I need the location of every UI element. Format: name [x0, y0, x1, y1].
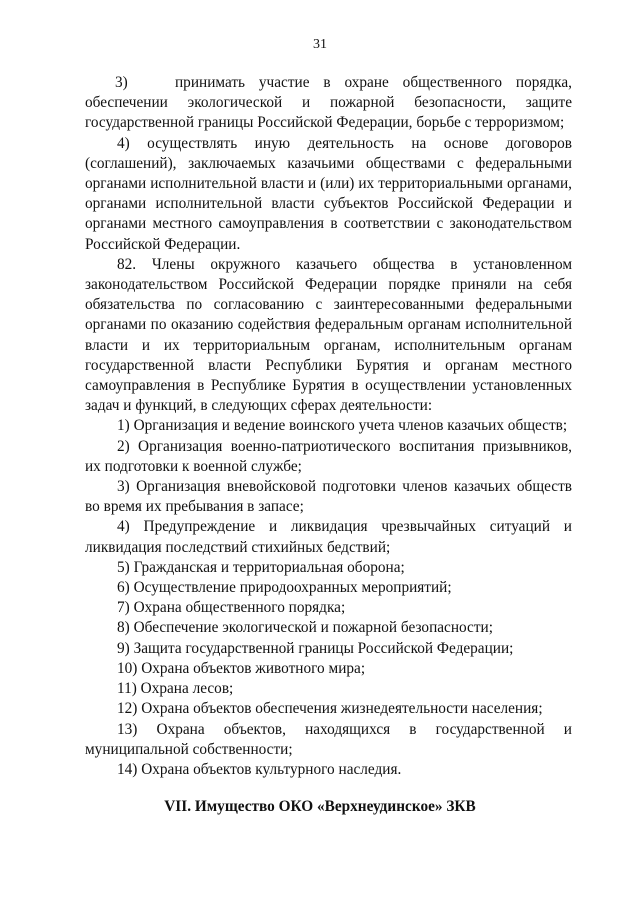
- paragraph: [85, 73, 572, 134]
- paragraph: 82. Члены окружного казачьего общества в установленном законодательством Российской Федерации порядке приняли на себя обязательства по согласованию с заинтересованными федеральными органами по оказанию содействия федеральным органам исполнительной власти и их территориальным органам, исполнительным органам государственной власти Республики Бурятия и органам местного самоуправления в Республике Бурятия в осуществлении установленных задач и функций, в следующих сферах деятельности:: [85, 255, 572, 415]
- list-item: 1) Организация и ведение воинского учета членов казачьих обществ;: [117, 417, 568, 435]
- section-heading: VII. Имущество ОКО «Верхнеудинское» ЗКВ: [164, 798, 476, 815]
- paragraph-number: 3): [115, 74, 128, 91]
- list-item: 7) Охрана общественного порядка;: [117, 599, 346, 617]
- list-item: 14) Охрана объектов культурного наследия.: [117, 760, 402, 778]
- paragraph-text: принимать участие в охране общественного порядка, обеспечении экологической и пожарной безопасности, защите государственной границы Российской Федерации, борьбе с терроризмом;: [85, 74, 572, 132]
- list-item: 2) Организация военно-патриотического воспитания призывников, их подготовки к военной службе;: [85, 437, 572, 475]
- list-item: 11) Охрана лесов;: [117, 680, 234, 698]
- list-item: 8) Обеспечение экологической и пожарной безопасности;: [117, 619, 493, 637]
- paragraph: 4) осуществлять иную деятельность на основе договоров (соглашений), заключаемых казачьими обществами с федеральными органами исполнительной власти и (или) их территориальными органами, органами исполнительной власти субъектов Российской Федерации и органами местного самоуправления в соответствии с законодательством Российской Федерации.: [85, 134, 572, 253]
- list-item: 5) Гражданская и территориальная оборона;: [117, 558, 405, 576]
- list-item: 9) Защита государственной границы Российской Федерации;: [117, 639, 514, 657]
- list-item: 4) Предупреждение и ликвидация чрезвычайных ситуаций и ликвидация последствий стихийных бедствий;: [85, 518, 572, 556]
- list-item: 10) Охрана объектов животного мира;: [117, 659, 366, 677]
- list-item: 13) Охрана объектов, находящихся в государственной и муниципальной собственности;: [85, 720, 572, 758]
- list-item: 12) Охрана объектов обеспечения жизнедеятельности населения;: [117, 700, 543, 718]
- list-item: 6) Осуществление природоохранных мероприятий;: [117, 579, 452, 597]
- list-item: 3) Организация вневойсковой подготовки членов казачьих обществ во время их пребывания в запасе;: [85, 478, 572, 516]
- document-body: [85, 73, 572, 780]
- page-number: 31: [313, 37, 327, 52]
